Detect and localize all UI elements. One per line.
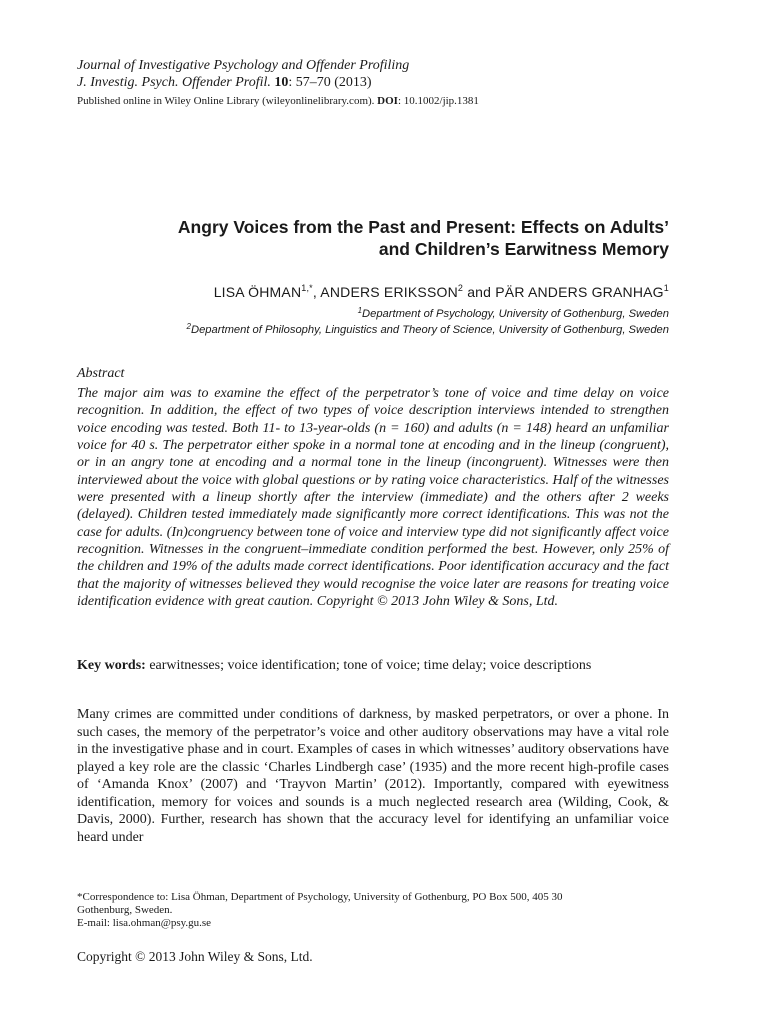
abstract-body: The major aim was to examine the effect of the perpetrator’s tone of voice and time delay on voice recognition. In addition, the effect of two types of voice description interviews intended to strengthen voice encoding was tested. Both 11- to 13-year-olds (n = 160) and adults (n = 148) heard an unfamiliar voice for 40 s. The perpetrator either spoke in a normal tone at encoding and in the lineup (congruent), or in an angry tone at encoding and a normal tone in the lineup (incongruent). Witnesses were then interviewed about the voice with global questions or by rating voice characteristics. Half of the witnesses were presented with a lineup shortly after the interview (immediate) and the others after 2 weeks (delayed). Children tested immediately made significantly more correct identifications. This was not the case for adults. (In)congruency between tone of voice and interview type did not significantly affect voice recognition. Witnesses in the congruent–immediate condition performed the best. However, only 25% of the children and 19% of the adults made correct identifications. Poor identification accuracy and the fact that the majority of witnesses believed they would recognise the voice later are reasons for treating voice identification evidence with great caution. Copyright © 2013 John Wiley & Sons, Ltd.: [77, 386, 669, 610]
keywords-label: Key words:: [77, 658, 146, 673]
author-2: , ANDERS ERIKSSON: [312, 284, 458, 300]
affiliation-2: [77, 322, 669, 336]
affiliation-1-sup: 1: [357, 306, 363, 315]
author-2-sup: 2: [457, 283, 464, 293]
affiliation-2-text: Department of Philosophy, Linguistics and Theory of Science, University of Gothenburg, Sweden: [190, 324, 669, 336]
citation-pages: : 57–70 (2013): [288, 75, 372, 90]
footnote-email[interactable]: E-mail: lisa.ohman@psy.gu.se: [77, 917, 212, 929]
title-line-1: Angry Voices from the Past and Present: Effects on Adults’: [177, 217, 669, 237]
article-title: [77, 216, 669, 260]
intro-paragraph: Many crimes are committed under conditions of darkness, by masked perpetrators, or over a phone. In such cases, the memory of the perpetrator’s voice and other auditory observations may have a vital role in the investigative phase and in court. Examples of cases in which witnesses’ auditory observations have played a key role are the classic ‘Charles Lindbergh case’ (1935) and the more recent high-profile cases of ‘Amanda Knox’ (2007) and ‘Trayvon Martin’ (2012). Importantly, compared with eyewitness identification, memory for voices and sounds is a much neglected research area (Wilding, Cook, & Davis, 2000). Further, research has shown that the accuracy level for identifying an unfamiliar voice heard under: [77, 707, 669, 845]
citation-abbrev: J. Investig. Psych. Offender Profil.: [77, 75, 271, 90]
citation-volume: 10: [274, 75, 289, 90]
keywords: [77, 658, 591, 674]
keywords-text: earwitnesses; voice identification; tone of voice; time delay; voice descriptions: [145, 658, 592, 673]
footnote-line-1: *Correspondence to: Lisa Öhman, Department of Psychology, University of Gothenburg, PO Box 500, 405 30: [77, 891, 563, 903]
published-line: [77, 94, 479, 108]
author-1-sup: 1,*: [301, 283, 313, 293]
author-1: LISA ÖHMAN: [213, 284, 302, 300]
author-list: [77, 283, 669, 300]
title-line-2: and Children’s Earwitness Memory: [378, 239, 669, 259]
doi-value: : 10.1002/jip.1381: [397, 95, 479, 107]
citation-line: [77, 74, 372, 91]
journal-name: Journal of Investigative Psychology and Offender Profiling: [77, 58, 410, 73]
published-text: Published online in Wiley Online Library (wileyonlinelibrary.com).: [77, 95, 378, 107]
affiliation-1-text: Department of Psychology, University of Gothenburg, Sweden: [362, 308, 669, 320]
doi-label: DOI: [377, 95, 398, 107]
affiliation-1: [77, 306, 669, 320]
abstract-heading: Abstract: [77, 366, 125, 381]
footnote-line-2: Gothenburg, Sweden.: [77, 904, 173, 916]
author-3-sup: 1: [663, 283, 669, 293]
affiliation-2-sup: 2: [186, 322, 191, 331]
copyright-notice: Copyright © 2013 John Wiley & Sons, Ltd.: [77, 949, 313, 964]
correspondence-footnote: [77, 891, 669, 930]
author-3: and PÄR ANDERS GRANHAG: [463, 284, 664, 300]
